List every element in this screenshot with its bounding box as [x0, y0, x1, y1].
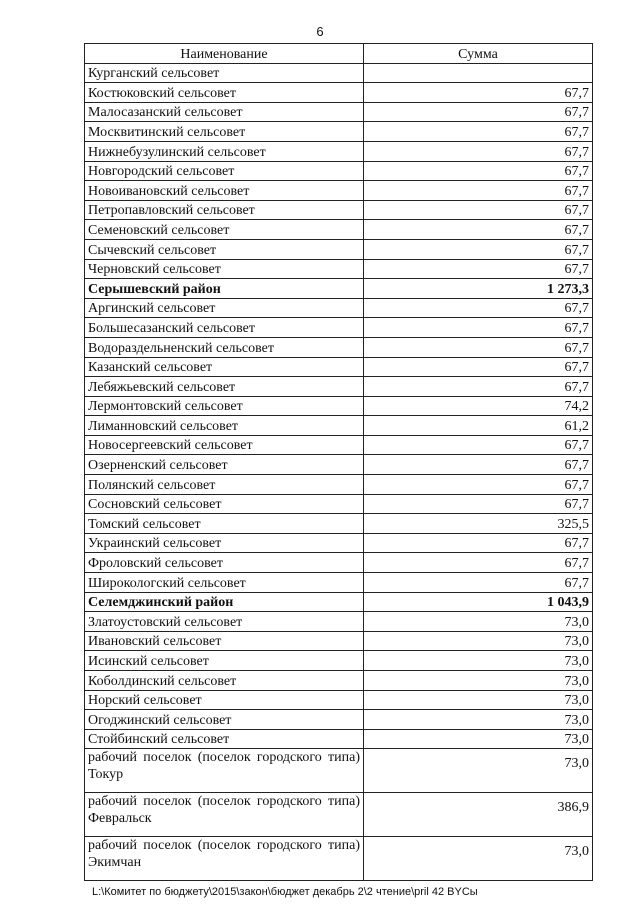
row-sum: 325,5 [364, 514, 593, 534]
table-row [85, 631, 593, 651]
row-name: Селемджинский район [85, 592, 364, 612]
row-sum: 67,7 [364, 181, 593, 201]
table-row [85, 435, 593, 455]
row-sum: 67,7 [364, 298, 593, 318]
row-sum: 67,7 [364, 83, 593, 103]
row-name: Москвитинский сельсовет [85, 122, 364, 142]
row-name: Курганский сельсовет [85, 63, 364, 83]
row-sum: 67,7 [364, 435, 593, 455]
row-sum: 67,7 [364, 377, 593, 397]
row-sum [364, 63, 593, 83]
row-name: Лиманновский сельсовет [85, 416, 364, 436]
table-row [85, 63, 593, 83]
row-sum: 67,7 [364, 122, 593, 142]
row-sum: 67,7 [364, 553, 593, 573]
table-row [85, 122, 593, 142]
table-header-row [85, 44, 593, 64]
table-row [85, 181, 593, 201]
table-row [85, 357, 593, 377]
row-name: Норский сельсовет [85, 690, 364, 710]
row-sum: 73,0 [364, 671, 593, 691]
row-sum: 67,7 [364, 533, 593, 553]
table-row [85, 200, 593, 220]
row-name: Ивановский сельсовет [85, 631, 364, 651]
row-sum: 67,7 [364, 239, 593, 259]
row-name: Водораздельненский сельсовет [85, 337, 364, 357]
row-name: рабочий поселок (поселок городского типа) Экимчан [85, 837, 364, 881]
table-row [85, 396, 593, 416]
table-row [85, 573, 593, 593]
table-row [85, 612, 593, 632]
row-sum: 61,2 [364, 416, 593, 436]
table-row [85, 837, 593, 881]
district-row [85, 279, 593, 299]
row-sum: 73,0 [364, 690, 593, 710]
table-row [85, 793, 593, 837]
row-sum: 74,2 [364, 396, 593, 416]
row-sum: 73,0 [364, 710, 593, 730]
row-name: Черновский сельсовет [85, 259, 364, 279]
row-sum: 67,7 [364, 161, 593, 181]
row-name: Сычевский сельсовет [85, 239, 364, 259]
table-row [85, 318, 593, 338]
row-name: Новосергеевский сельсовет [85, 435, 364, 455]
table-row [85, 83, 593, 103]
row-name: Сосновский сельсовет [85, 494, 364, 514]
table-body [85, 63, 593, 881]
row-sum: 67,7 [364, 494, 593, 514]
table-row [85, 102, 593, 122]
row-name: Исинский сельсовет [85, 651, 364, 671]
row-name: Коболдинский сельсовет [85, 671, 364, 691]
table-row [85, 651, 593, 671]
row-name: Малосазанский сельсовет [85, 102, 364, 122]
row-name: Томский сельсовет [85, 514, 364, 534]
row-sum: 67,7 [364, 455, 593, 475]
row-sum: 1 043,9 [364, 592, 593, 612]
row-sum: 67,7 [364, 573, 593, 593]
row-name: Фроловский сельсовет [85, 553, 364, 573]
row-name: Большесазанский сельсовет [85, 318, 364, 338]
row-name: Озерненский сельсовет [85, 455, 364, 475]
row-sum: 73,0 [364, 749, 593, 793]
table-row [85, 416, 593, 436]
row-name: Широкологский сельсовет [85, 573, 364, 593]
row-name: Аргинский сельсовет [85, 298, 364, 318]
row-name: Костюковский сельсовет [85, 83, 364, 103]
row-sum: 67,7 [364, 102, 593, 122]
row-sum: 67,7 [364, 337, 593, 357]
row-name: рабочий поселок (поселок городского типа) Февральск [85, 793, 364, 837]
table-row [85, 337, 593, 357]
footer-file-path: L:\Комитет по бюджету\2015\закон\бюджет декабрь 2\2 чтение\pril 42 BYCы [92, 886, 478, 898]
table-row [85, 141, 593, 161]
row-sum: 73,0 [364, 837, 593, 881]
table-row [85, 494, 593, 514]
row-name: Новгородский сельсовет [85, 161, 364, 181]
table-row [85, 533, 593, 553]
header-sum: Сумма [364, 44, 593, 64]
row-name: Полянский сельсовет [85, 475, 364, 495]
row-name: Огоджинский сельсовет [85, 710, 364, 730]
table-row [85, 729, 593, 749]
row-sum: 1 273,3 [364, 279, 593, 299]
table-row [85, 455, 593, 475]
table-row [85, 690, 593, 710]
table-row [85, 710, 593, 730]
row-sum: 67,7 [364, 141, 593, 161]
row-sum: 73,0 [364, 612, 593, 632]
table-row [85, 377, 593, 397]
row-sum: 386,9 [364, 793, 593, 837]
table-row [85, 671, 593, 691]
table-row [85, 298, 593, 318]
row-name: Златоустовский сельсовет [85, 612, 364, 632]
table-row [85, 553, 593, 573]
table-row [85, 749, 593, 793]
row-sum: 67,7 [364, 475, 593, 495]
row-sum: 67,7 [364, 357, 593, 377]
table-row [85, 514, 593, 534]
row-name: Семеновский сельсовет [85, 220, 364, 240]
row-name: рабочий поселок (поселок городского типа) Токур [85, 749, 364, 793]
page-number: 6 [316, 24, 324, 39]
row-sum: 73,0 [364, 651, 593, 671]
table-row [85, 239, 593, 259]
table-row [85, 475, 593, 495]
row-sum: 67,7 [364, 259, 593, 279]
row-sum: 67,7 [364, 318, 593, 338]
row-name: Стойбинский сельсовет [85, 729, 364, 749]
district-row [85, 592, 593, 612]
row-sum: 73,0 [364, 631, 593, 651]
row-sum: 73,0 [364, 729, 593, 749]
row-sum: 67,7 [364, 220, 593, 240]
row-name: Нижнебузулинский сельсовет [85, 141, 364, 161]
row-name: Новоивановский сельсовет [85, 181, 364, 201]
table-row [85, 220, 593, 240]
table-row [85, 161, 593, 181]
row-name: Серышевский район [85, 279, 364, 299]
row-name: Лермонтовский сельсовет [85, 396, 364, 416]
row-name: Лебяжьевский сельсовет [85, 377, 364, 397]
header-name: Наименование [85, 44, 364, 64]
budget-table [84, 43, 593, 881]
row-name: Петропавловский сельсовет [85, 200, 364, 220]
row-sum: 67,7 [364, 200, 593, 220]
row-name: Украинский сельсовет [85, 533, 364, 553]
row-name: Казанский сельсовет [85, 357, 364, 377]
table-row [85, 259, 593, 279]
